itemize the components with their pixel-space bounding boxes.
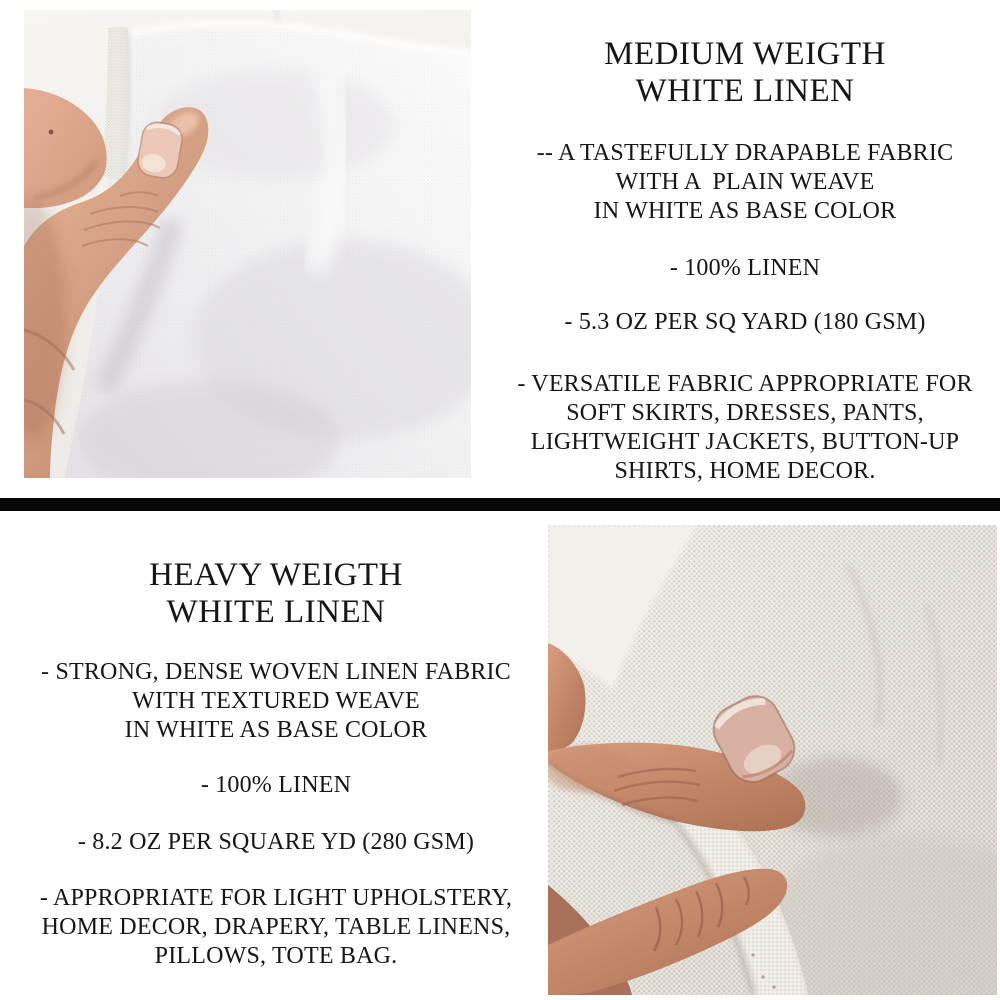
heavy-title-line-2: WHITE LINEN [166, 594, 386, 630]
medium-title-line-2: WHITE LINEN [635, 73, 855, 109]
medium-uses-line: SOFT SKIRTS, DRESSES, PANTS, [566, 400, 924, 426]
heavy-description-line: IN WHITE AS BASE COLOR [124, 717, 428, 743]
heavy-description-line: WITH TEXTURED WEAVE [132, 688, 420, 714]
medium-composition [490, 254, 1000, 283]
heavy-description-line: - STRONG, DENSE WOVEN LINEN FABRIC [41, 659, 511, 685]
medium-uses [490, 370, 1000, 486]
heavy-title-line-1: HEAVY WEIGTH [149, 557, 403, 593]
medium-weight-spec [490, 308, 1000, 337]
medium-uses-line: LIGHTWEIGHT JACKETS, BUTTON-UP [530, 429, 960, 455]
section-divider-bar [0, 498, 1000, 511]
medium-weight-spec-line: - 5.3 OZ PER SQ YARD (180 GSM) [564, 309, 926, 335]
medium-description-line: WITH A PLAIN WEAVE [615, 169, 875, 195]
medium-title-line-1: MEDIUM WEIGTH [604, 36, 886, 72]
heavy-uses [0, 884, 552, 971]
heavy-uses-line: PILLOWS, TOTE BAG. [154, 943, 398, 969]
medium-description-line: IN WHITE AS BASE COLOR [593, 198, 897, 224]
medium-linen-photo [24, 10, 471, 478]
medium-linen-photo-art [24, 10, 471, 478]
heavy-uses-line: - APPROPRIATE FOR LIGHT UPHOLSTERY, [39, 885, 513, 911]
heavy-weight-spec [0, 828, 552, 857]
skin-mole [49, 130, 54, 135]
medium-title [490, 36, 1000, 110]
heavy-weight-spec-line: - 8.2 OZ PER SQUARE YD (280 GSM) [77, 829, 475, 855]
heavy-description [0, 658, 552, 745]
heavy-linen-photo-art [548, 525, 997, 995]
heavy-linen-photo [548, 525, 997, 995]
heavy-composition [0, 771, 552, 800]
medium-uses-line: - VERSATILE FABRIC APPROPRIATE FOR [517, 371, 973, 397]
medium-description [490, 139, 1000, 226]
heavy-title [0, 557, 552, 631]
medium-composition-line: - 100% LINEN [669, 255, 821, 281]
medium-description-line: -- A TASTEFULLY DRAPABLE FABRIC [536, 140, 954, 166]
medium-uses-line: SHIRTS, HOME DECOR. [614, 458, 876, 484]
heavy-uses-line: HOME DECOR, DRAPERY, TABLE LINENS, [41, 914, 511, 940]
heavy-composition-line: - 100% LINEN [200, 772, 352, 798]
